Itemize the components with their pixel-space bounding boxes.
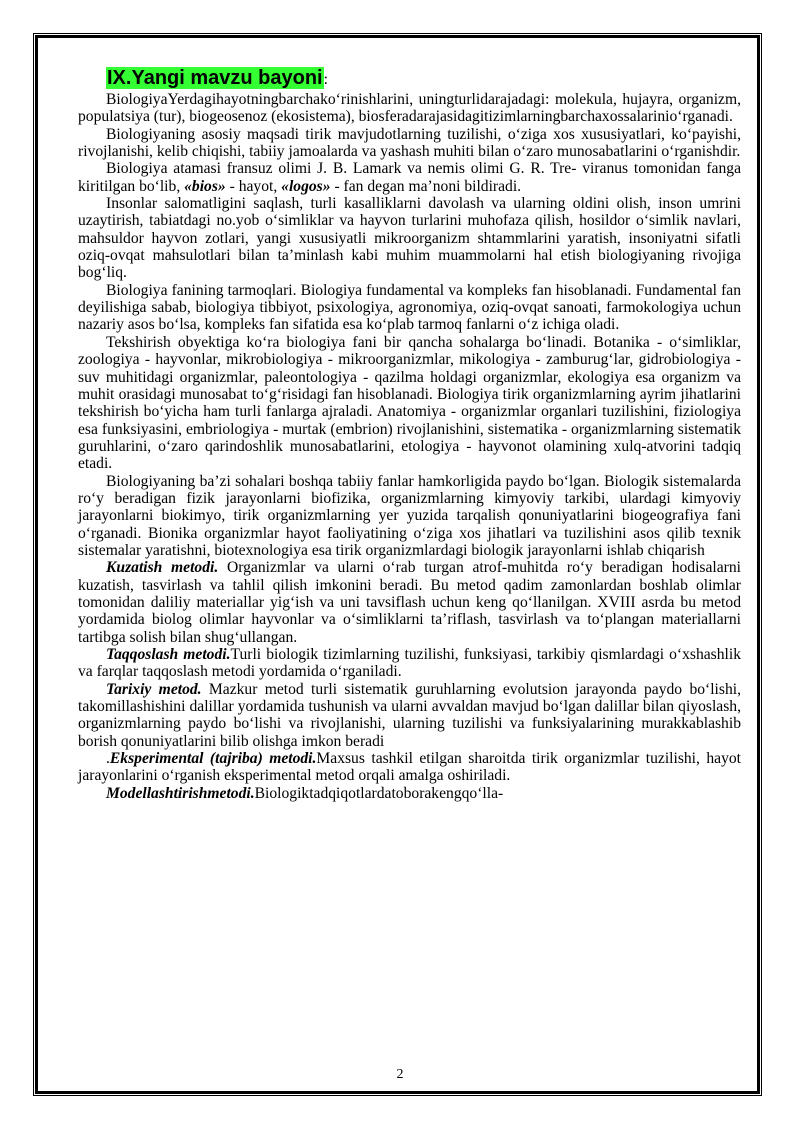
paragraph-biology-branches: Biologiya fanining tarmoqlari. Biologiya fundamental va kompleks fan hisoblanadi. Fundamental fan deyilishiga sabab, biologiya tibbiyot, psixologiya, agronomiya, oziq-ovqat sanoati, farmokologiya uchun nazariy asos bo‘lsa, kompleks fan sifatida esa ko‘plab tarmoq fanlarni o‘z ichiga oladi. [78,281,741,334]
section-title-colon: : [323,71,328,88]
term-text-c: - hayot, [225,177,282,195]
experimental-method-text: Maxsus tashkil etilgan sharoitda tirik organizmlar tuzilishi, hayot jarayonlarini o‘rganish eksperimental metod orqali amalga oshiriladi. [78,750,741,785]
term-bios: «bios» [184,177,226,195]
comparison-method-title: Taqqoslash metodi. [106,646,231,663]
historical-method-text: Mazkur metod turli sistematik guruhlarning evolutsion jarayonda paydo bo‘lishi, takomillashishini dalillar yordamida tushunish va ularni avvaldan mavjud bo‘lgan dalillar bilan qiyoslash, organizmlarning paydo bo‘lishi va rivojlanishi, ularning tuzilishi va funksiyalarining murakkablashib borish qonuniyatlarini bilib olishga imkon beradi [78,680,741,750]
observation-method-title: Kuzatish metodi. [106,559,219,577]
paragraph-experimental-method [78,750,741,785]
term-text-e: - fan degan ma’noni bildiradi. [330,177,522,195]
paragraph-biology-importance: Insonlar salomatligini saqlash, turli kasalliklarni davolash va ularning oldini olish, inson umrini uzaytirish, tabiatdagi no.yob o‘simliklar va hayvon turlarini muhofaza qilish, hosildor o‘simlik navlari, mahsuldor hayvon zotlari, yangi xususiyatli mikroorganizm shtammlarini yaratish, insoniyatni sifatli oziq-ovqat mahsulotlari bilan ta’minlash kabi muhim muammolarni hal etish biologiyaning rivojiga bog‘liq. [78,195,741,282]
paragraph-biology-term [78,160,741,195]
historical-method-title: Tarixiy metod. [106,680,202,698]
paragraph-biology-objects: Tekshirish obyektiga ko‘ra biologiya fani bir qancha sohalarga bo‘linadi. Botanika - o‘simliklar, zoologiya - hayvonlar, mikrobiologiya - mikroorganizmlar, mikologiya - zamburug‘lar, gidrobiologiya - suv muhitidagi organizmlar, paleontologiya - qazilma holdagi organizmlar, ekologiya esa organizm va muhit orasidagi munosabat to‘g‘risidagi fan hisoblanadi. Biologiya tirik organizmlarning ayrim jihatlarini tekshirish bo‘yicha ham turli fanlarga ajraladi. Anatomiya - organizmlar organlari tuzilishini, fiziologiya esa funksiyasini, embriologiya - murtak (embrion) rivojlanishini, sistematika - organizmlarning sistematik guruhlarini, o‘zaro qarindoshlik munosabatlarini, etologiya - hayvonot olamining xulq-atvorini tadqiq etadi. [78,333,741,473]
term-logos: «logos» [281,177,331,195]
paragraph-biology-definition: BiologiyaYerdagihayotningbarchako‘rinishlarini, uningturlidarajadagi: molekula, hujayra, organizm, populatsiya (tur), biogeosenoz (ekosistema), biosferadarajasidagitizimlarningbarchaxossalarinio‘rganadi. [78,91,741,126]
paragraph-comparison-method [78,646,741,681]
section-heading [106,67,741,91]
paragraph-observation-method [78,559,741,646]
comparison-method-text: Turli biologik tizimlarning tuzilishi, funksiyasi, tarkibiy qismlardagi o‘xshashlik va farqlar taqqoslash metodi yordamida o‘rganiladi. [78,646,741,681]
section-title: IX.Yangi mavzu bayoni [107,67,323,89]
experimental-method-prefix: . [106,750,110,768]
paragraph-modeling-method [78,785,741,802]
modeling-method-text: Biologiktadqiqotlardatoborakengqo‘lla- [254,784,504,802]
observation-method-text: Organizmlar va ularni o‘rab turgan atrof-muhitda ro‘y beradigan hodisalarni kuzatish, tasvirlash va tahlil qilish imkonini beradi. Bu metod qadim zamonlardan boshlab olimlar tomonidan daliliy materiallar yig‘ish va uni tavsiflash uchun keng qo‘llanilgan. XVIII asrda bu metod yordamida biolog olimlar hayvonlar va o‘simliklarni ta’riflash, tasvirlash va to‘plangan materiallarni tartibga solish bilan shug‘ullangan. [78,559,741,646]
term-text-a: Biologiya atamasi fransuz olimi J. B. Lamark va nemis olimi G. R. Tre- viranus tomonidan fanga kiritilgan bo‘lib, [78,160,741,195]
paragraph-historical-method [78,681,741,750]
experimental-method-title: Eksperimental (tajriba) metodi. [109,750,317,768]
paragraph-biology-interdisciplinary: Biologiyaning ba’zi sohalari boshqa tabiiy fanlar hamkorligida paydo bo‘lgan. Biologik sistemalarda ro‘y beradigan fizik jarayonlarni biofizika, organizmlarning kimyoviy tarkibi, ulardagi kimyoviy jarayonlarni biokimyo, tirik organizmlarning yer yuzida tarqalish qonuniyatlarini biogeografiya fani o‘rganadi. Bionika organizmlar hayot faoliyatining o‘ziga xos jihatlari va tuzilishini asos qilib texnik sistemalar yaratishni, biotexnologiya esa tirik organizmlardagi biologik jarayonlarni ishlab chiqarish [78,472,741,559]
page-number: 2 [396,1067,404,1082]
modeling-method-title: Modellashtirishmetodi. [106,784,255,802]
paragraph-biology-goal: Biologiyaning asosiy maqsadi tirik mavjudotlarning tuzilishi, o‘ziga xos xususiyatlari, ko‘payishi, rivojlanishi, kelib chiqishi, tabiiy jamoalarda va yashash muhiti bilan o‘zaro munosabatlarini o‘rganishdir. [78,125,741,161]
document-body [78,67,741,802]
